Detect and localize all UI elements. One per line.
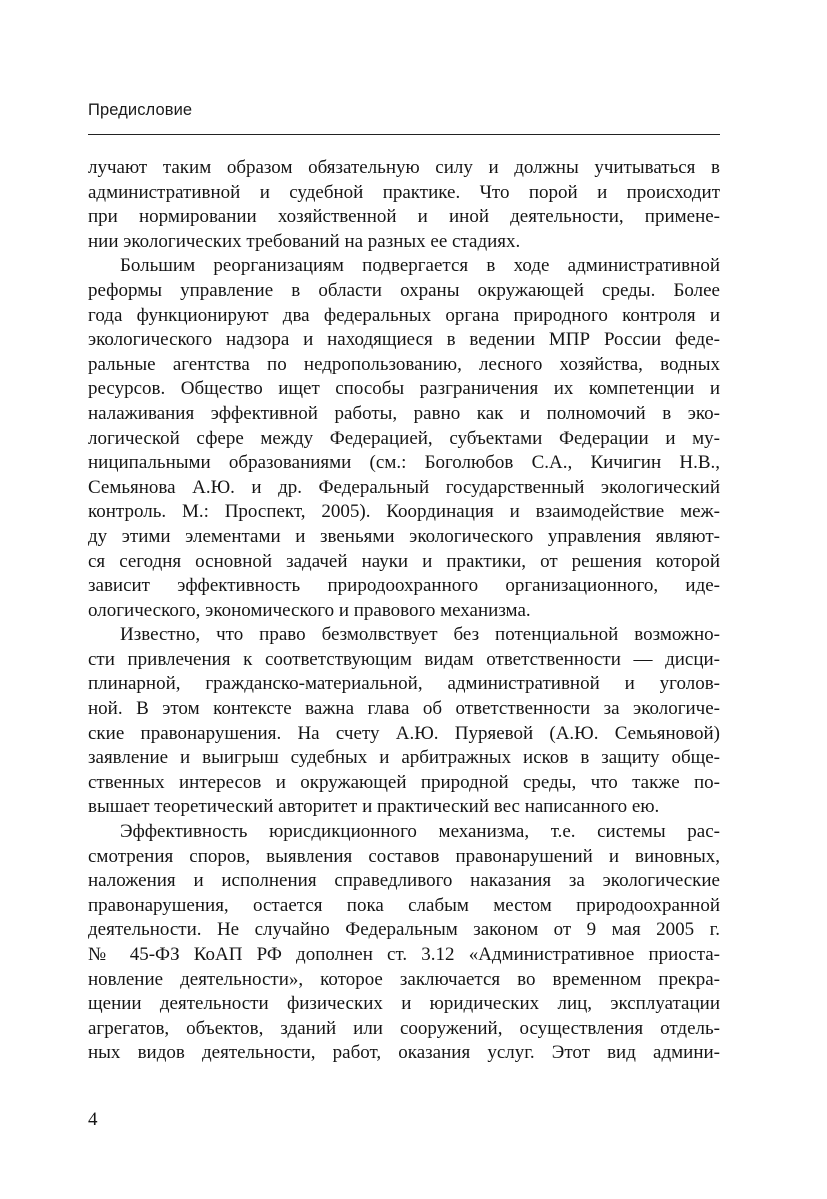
text-line: ресурсов. Общество ищет способы разграничения их компетенции и — [88, 378, 720, 400]
text-line: экологического надзора и находящиеся в ведении МПР России феде- — [88, 329, 720, 351]
text-line: логической сфере между Федерацией, субъектами Федерации и му- — [88, 427, 720, 449]
text-line: ральные агентства по недропользованию, лесного хозяйства, водных — [88, 353, 720, 375]
text-line: зависит эффективность природоохранного организационного, иде- — [88, 575, 720, 597]
text-line: нии экологических требований на разных ее стадиях. — [88, 230, 521, 252]
text-line: реформы управление в области охраны окружающей среды. Более — [88, 279, 720, 301]
text-line: заявление и выигрыш судебных и арбитражных исков в защиту обще- — [88, 747, 720, 769]
text-line: налаживания эффективной работы, равно как и полномочий в эко- — [88, 402, 720, 424]
text-line: щении деятельности физических и юридических лиц, эксплуатации — [88, 993, 720, 1015]
text-line: правонарушения, остается пока слабым местом природоохранной — [88, 894, 720, 916]
paragraph-first-line: Известно, что право безмолвствует без потенциальной возможно- — [120, 624, 720, 646]
text-line: ологического, экономического и правового механизма. — [88, 599, 531, 621]
text-line: плинарной, гражданско-материальной, административной и уголов- — [88, 673, 720, 695]
text-line: ных видов деятельности, работ, оказания услуг. Этот вид админи- — [88, 1042, 720, 1064]
text-line: агрегатов, объектов, зданий или сооружений, осуществления отдель- — [88, 1017, 720, 1039]
text-line: ду этими элементами и звеньями экологического управления являют- — [88, 525, 720, 547]
text-line: смотрения споров, выявления составов правонарушений и виновных, — [88, 845, 720, 867]
page-number: 4 — [88, 1109, 98, 1130]
text-line: деятельности. Не случайно Федеральным законом от 9 мая 2005 г. — [88, 919, 720, 941]
header-divider — [88, 134, 720, 135]
text-line: новление деятельности», которое заключается во временном прекра- — [88, 968, 720, 990]
text-line: № 45-ФЗ КоАП РФ дополнен ст. 3.12 «Административное приоста- — [88, 944, 720, 965]
text-line: административной и судебной практике. Что порой и происходит — [88, 181, 720, 203]
text-line: вышает теоретический авторитет и практический вес написанного ею. — [88, 796, 660, 818]
text-line: ся сегодня основной задачей науки и практики, от решения которой — [88, 550, 720, 572]
text-line: при нормировании хозяйственной и иной деятельности, примене- — [88, 206, 720, 228]
text-line: года функционируют два федеральных органа природного контроля и — [88, 304, 720, 326]
running-header: Предисловие — [88, 101, 193, 119]
text-line: наложения и исполнения справедливого наказания за экологические — [88, 870, 720, 892]
paragraph-first-line: Эффективность юрисдикционного механизма, т.е. системы рас- — [120, 821, 720, 843]
text-line: ниципальными образованиями (см.: Боголюбов С.А., Кичигин Н.В., — [88, 452, 720, 474]
paragraph-first-line: Большим реорганизациям подвергается в ходе административной — [120, 255, 720, 277]
text-line: ственных интересов и окружающей природной среды, что также по- — [88, 771, 720, 793]
body-text — [88, 156, 720, 1066]
text-line: ские правонарушения. На счету А.Ю. Пуряевой (А.Ю. Семьяновой) — [88, 722, 720, 744]
text-line: сти привлечения к соответствующим видам ответственности — дисци- — [88, 648, 720, 670]
text-line: лучают таким образом обязательную силу и должны учитываться в — [88, 157, 720, 178]
text-line: ной. В этом контексте важна глава об ответственности за экологиче- — [88, 698, 720, 720]
text-line: контроль. М.: Проспект, 2005). Координация и взаимодействие меж- — [88, 501, 720, 523]
text-line: Семьянова А.Ю. и др. Федеральный государственный экологический — [88, 476, 720, 498]
